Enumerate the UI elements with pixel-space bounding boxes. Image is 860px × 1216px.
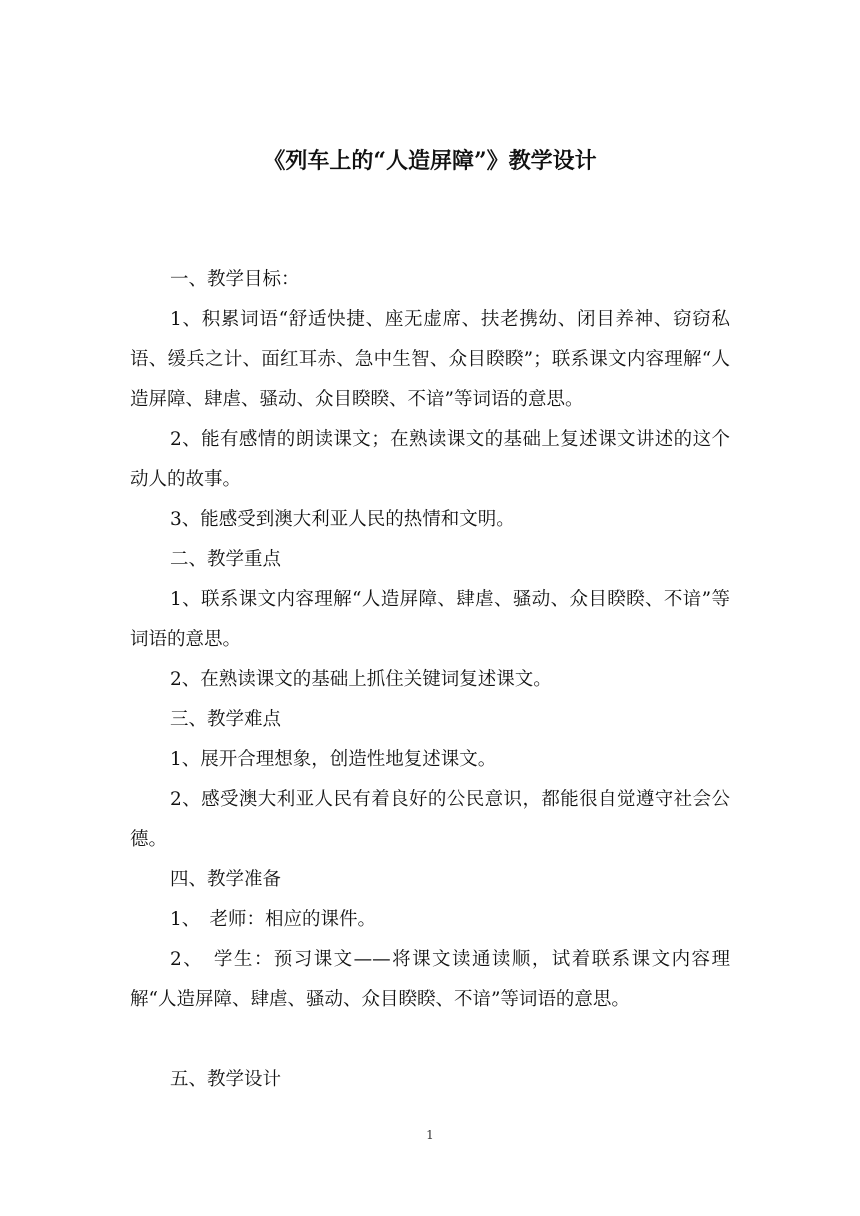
section-heading-key-points: 二、教学重点 — [170, 549, 282, 570]
preparation-item-2: 2、 学生：预习课文——将课文读通读顺，试着联系课文内容理解“人造屏障、肆虐、骚动、众目睽睽、不谙”等词语的意思。 — [130, 949, 730, 1010]
document-title: 《列车上的“人造屏障”》教学设计 — [263, 148, 597, 174]
goal-item-3: 3、能感受到澳大利亚人民的热情和文明。 — [170, 509, 515, 530]
key-point-item-1: 1、联系课文内容理解“人造屏障、肆虐、骚动、众目睽睽、不谙”等词语的意思。 — [130, 589, 730, 650]
difficulty-item-1: 1、展开合理想象，创造性地复述课文。 — [170, 749, 497, 770]
goal-item-2: 2、能有感情的朗读课文；在熟读课文的基础上复述课文讲述的这个动人的故事。 — [130, 429, 730, 490]
difficulty-item-2: 2、感受澳大利亚人民有着良好的公民意识，都能很自觉遵守社会公德。 — [130, 789, 730, 850]
key-point-item-2: 2、在熟读课文的基础上抓住关键词复述课文。 — [170, 669, 552, 690]
section-heading-difficulties: 三、教学难点 — [170, 709, 282, 730]
page-number: 1 — [426, 1128, 434, 1142]
preparation-item-1: 1、 老师：相应的课件。 — [170, 909, 377, 930]
section-heading-teaching-goals: 一、教学目标： — [170, 269, 300, 290]
document-body — [130, 260, 730, 1100]
section-heading-preparation: 四、教学准备 — [170, 869, 282, 890]
section-heading-teaching-design: 五、教学设计 — [170, 1069, 282, 1090]
goal-item-1: 1、积累词语“舒适快捷、座无虚席、扶老携幼、闭目养神、窃窃私语、缓兵之计、面红耳赤、急中生智、众目睽睽”；联系课文内容理解“人造屏障、肆虐、骚动、众目睽睽、不谙”等词语的意思。 — [130, 309, 730, 410]
